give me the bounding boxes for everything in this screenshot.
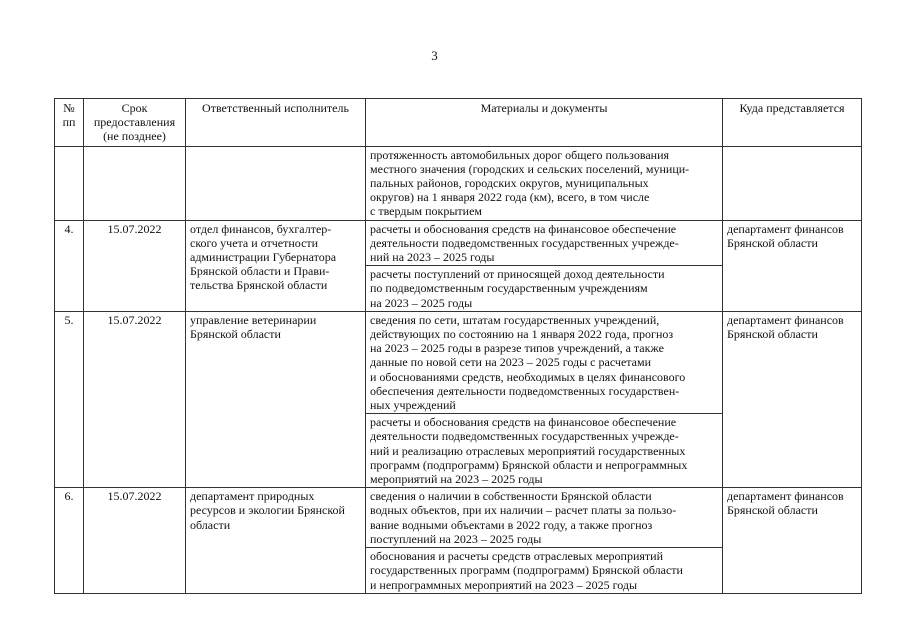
cell-material: обоснования и расчеты средств отраслевых мероприятий государственных программ (подпрограмм) Брянской области и непрограммных мероприятий на 2023 – 2025 годы	[366, 548, 723, 594]
cell-material: сведения о наличии в собственности Брянской области водных объектов, при их наличии – расчет платы за пользо- вание водными объектами в 2022 году, а также прогноз поступлений на 2023 – 2025 годы	[366, 488, 723, 548]
cell-material: расчеты и обоснования средств на финансовое обеспечение деятельности подведомственных государственных учрежде- ний на 2023 – 2025 годы	[366, 220, 723, 266]
header-num: № пп	[55, 99, 84, 147]
cell-recipient: департамент финансов Брянской области	[723, 220, 862, 311]
header-executor: Ответственный исполнитель	[186, 99, 366, 147]
header-recipient: Куда представляется	[723, 99, 862, 147]
cell-date: 15.07.2022	[84, 488, 186, 593]
cell-num: 5.	[55, 311, 84, 487]
cell-material: протяженность автомобильных дорог общего пользования местного значения (городских и сельских поселений, муници- пальных районов, городских округов, муниципальных округов) на 1 января 2022 года (км), всего, в том числе с твердым покрытием	[366, 146, 723, 220]
cell-num	[55, 146, 84, 220]
cell-executor	[186, 146, 366, 220]
cell-material: сведения по сети, штатам государственных учреждений, действующих по состоянию на 1 января 2022 года, прогноз на 2023 – 2025 годы в разрезе типов учреждений, а также данные по новой сети на 2023 – 2025 годы с расчетами и обоснованиями средств, необходимых в целях финансового обеспечения деятельности подведомственных государствен- ных учреждений	[366, 311, 723, 413]
table-row-continuation	[55, 146, 862, 220]
deadline-table	[54, 98, 862, 594]
table-row	[55, 488, 862, 548]
cell-num: 4.	[55, 220, 84, 311]
table-row	[55, 311, 862, 413]
cell-recipient	[723, 146, 862, 220]
cell-recipient: департамент финансов Брянской области	[723, 488, 862, 593]
table-row	[55, 220, 862, 266]
cell-date: 15.07.2022	[84, 220, 186, 311]
cell-recipient: департамент финансов Брянской области	[723, 311, 862, 487]
table-header-row	[55, 99, 862, 147]
page-number: 3	[431, 48, 438, 63]
header-materials: Материалы и документы	[366, 99, 723, 147]
cell-material: расчеты и обоснования средств на финансовое обеспечение деятельности подведомственных государственных учрежде- ний и реализацию отраслевых мероприятий государственных программ (подпрограмм) Брянской области и непрограммных мероприятий на 2023 – 2025 годы	[366, 414, 723, 488]
cell-executor: департамент природных ресурсов и экологии Брянской области	[186, 488, 366, 593]
cell-date: 15.07.2022	[84, 311, 186, 487]
header-deadline: Срок предоставления (не позднее)	[84, 99, 186, 147]
cell-executor: отдел финансов, бухгалтер- ского учета и отчетности администрации Губернатора Брянской области и Прави- тельства Брянской области	[186, 220, 366, 311]
cell-date	[84, 146, 186, 220]
cell-executor: управление ветеринарии Брянской области	[186, 311, 366, 487]
cell-num: 6.	[55, 488, 84, 593]
cell-material: расчеты поступлений от приносящей доход деятельности по подведомственным государственным учреждениям на 2023 – 2025 годы	[366, 266, 723, 312]
